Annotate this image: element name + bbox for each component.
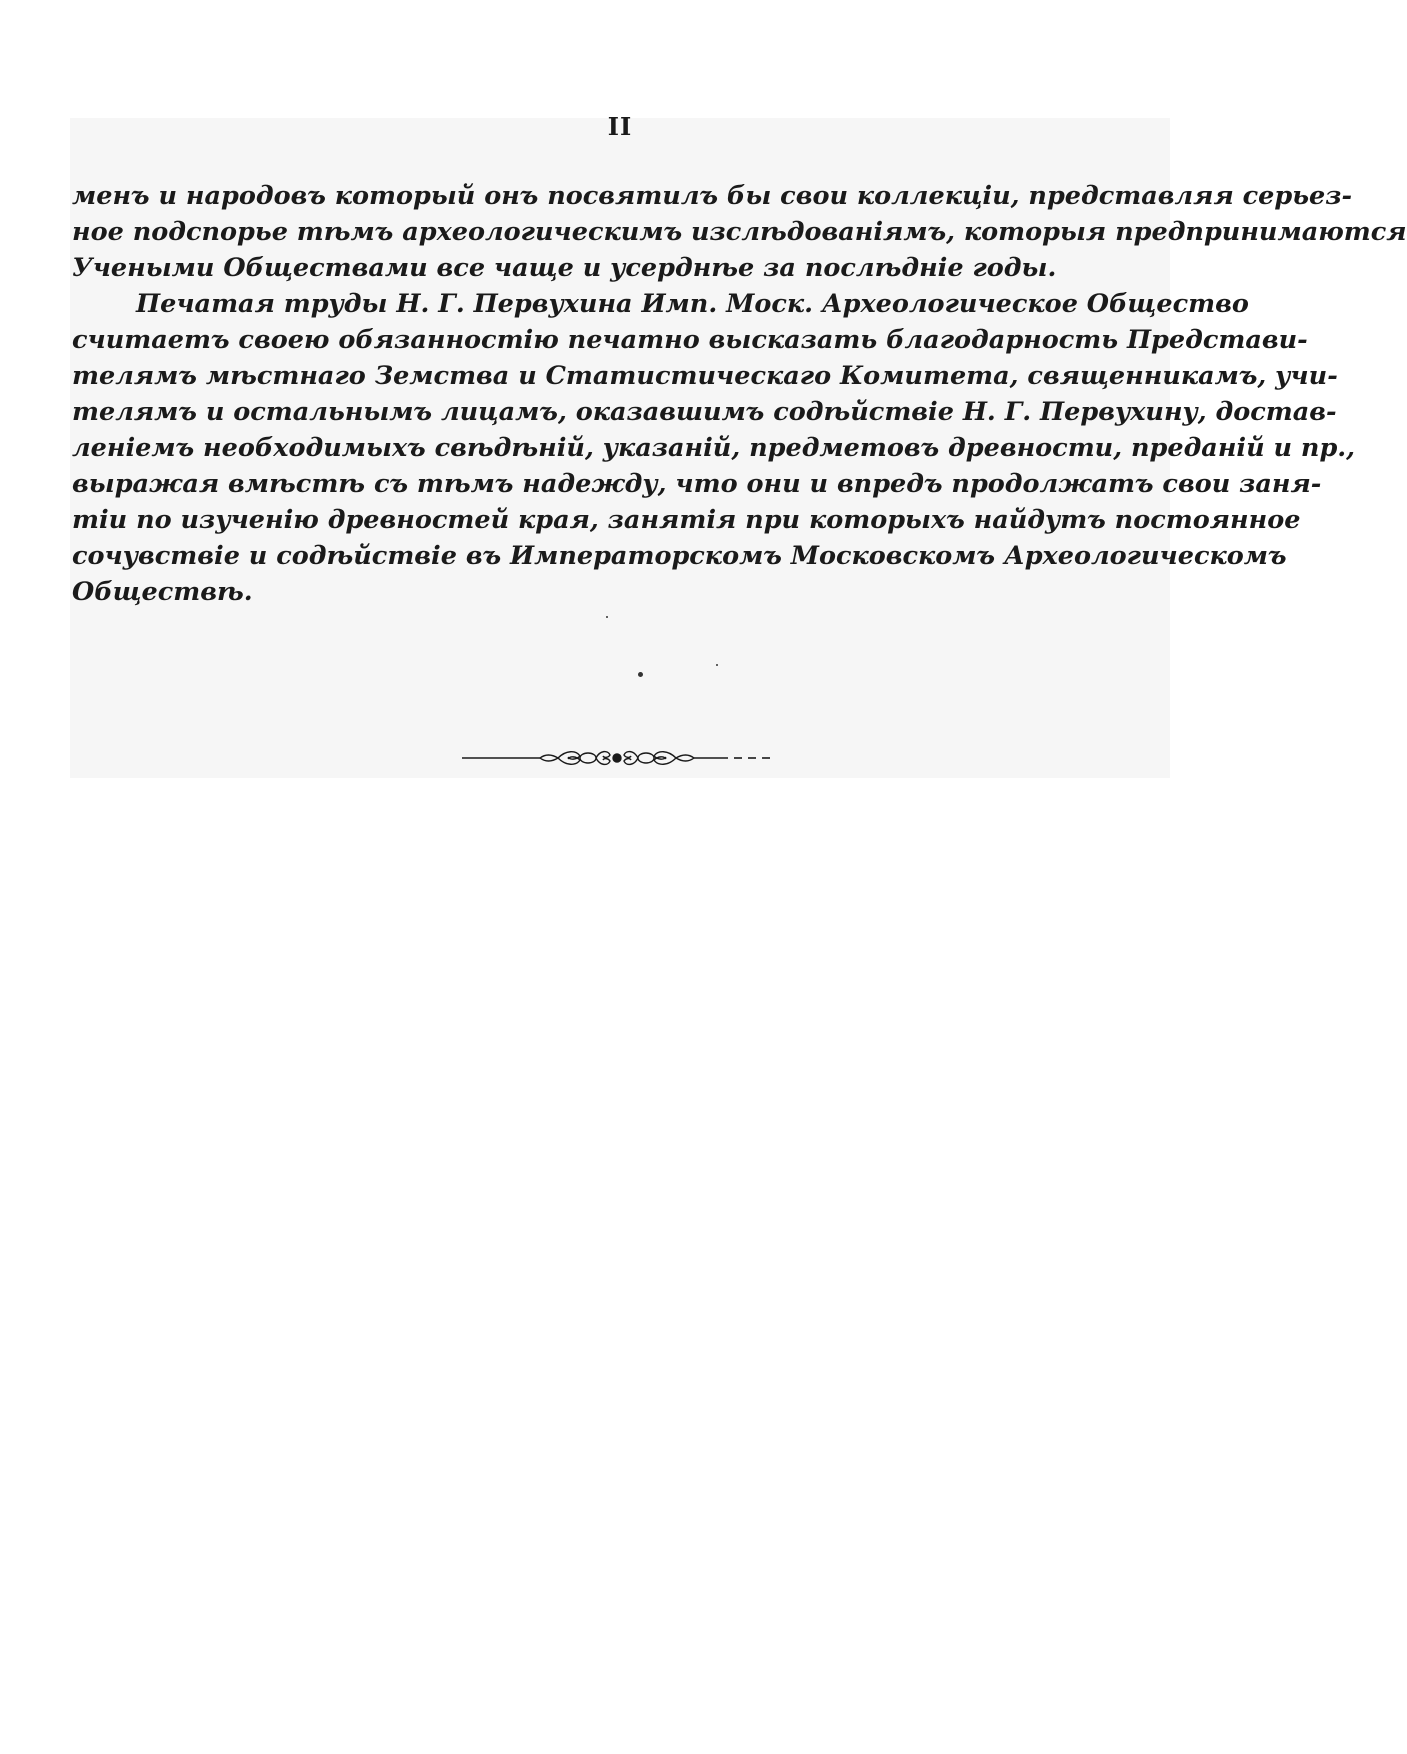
text-line: тіи по изученію древностей края, занятія при которыхъ найдутъ постоянное <box>72 505 1301 535</box>
scan-speck <box>606 616 608 618</box>
text-line: леніемъ необходимыхъ свѣдѣній, указаній, предметовъ древности, преданій и пр., <box>72 433 1356 463</box>
text-line: выражая вмѣстѣ съ тѣмъ надежду, что они и впредъ продолжатъ свои заня- <box>72 469 1322 499</box>
text-line: ное подспорье тѣмъ археологическимъ изслѣдованіямъ, которыя предпринимаются <box>72 217 1407 247</box>
text-line: телямъ мѣстнаго Земства и Статистическаго Комитета, священникамъ, учи- <box>72 361 1338 391</box>
text-line: Обществѣ. <box>72 577 253 607</box>
text-line: сочувствіе и содѣйствіе въ Императорскомъ Московскомъ Археологическомъ <box>72 541 1287 571</box>
page-number: II <box>607 112 633 141</box>
text-line: считаетъ своею обязанностію печатно высказать благодарность Представи- <box>72 325 1308 355</box>
text-line: менъ и народовъ который онъ посвятилъ бы свои коллекціи, представляя серьез- <box>72 181 1353 211</box>
scan-speck <box>638 672 643 677</box>
paragraph-2 <box>72 286 1356 610</box>
scan-speck <box>716 664 718 666</box>
paragraph-1 <box>72 178 1407 286</box>
text-line: Учеными Обществами все чаще и усерднѣе за послѣдніе годы. <box>72 253 1057 283</box>
text-line: телямъ и остальнымъ лицамъ, оказавшимъ содѣйствіе Н. Г. Первухину, достав- <box>72 397 1337 427</box>
tailpiece-ornament <box>462 746 772 770</box>
body-text <box>72 178 1407 610</box>
text-line: Печатая труды Н. Г. Первухина Имп. Моск. Археологическое Общество <box>136 289 1249 319</box>
